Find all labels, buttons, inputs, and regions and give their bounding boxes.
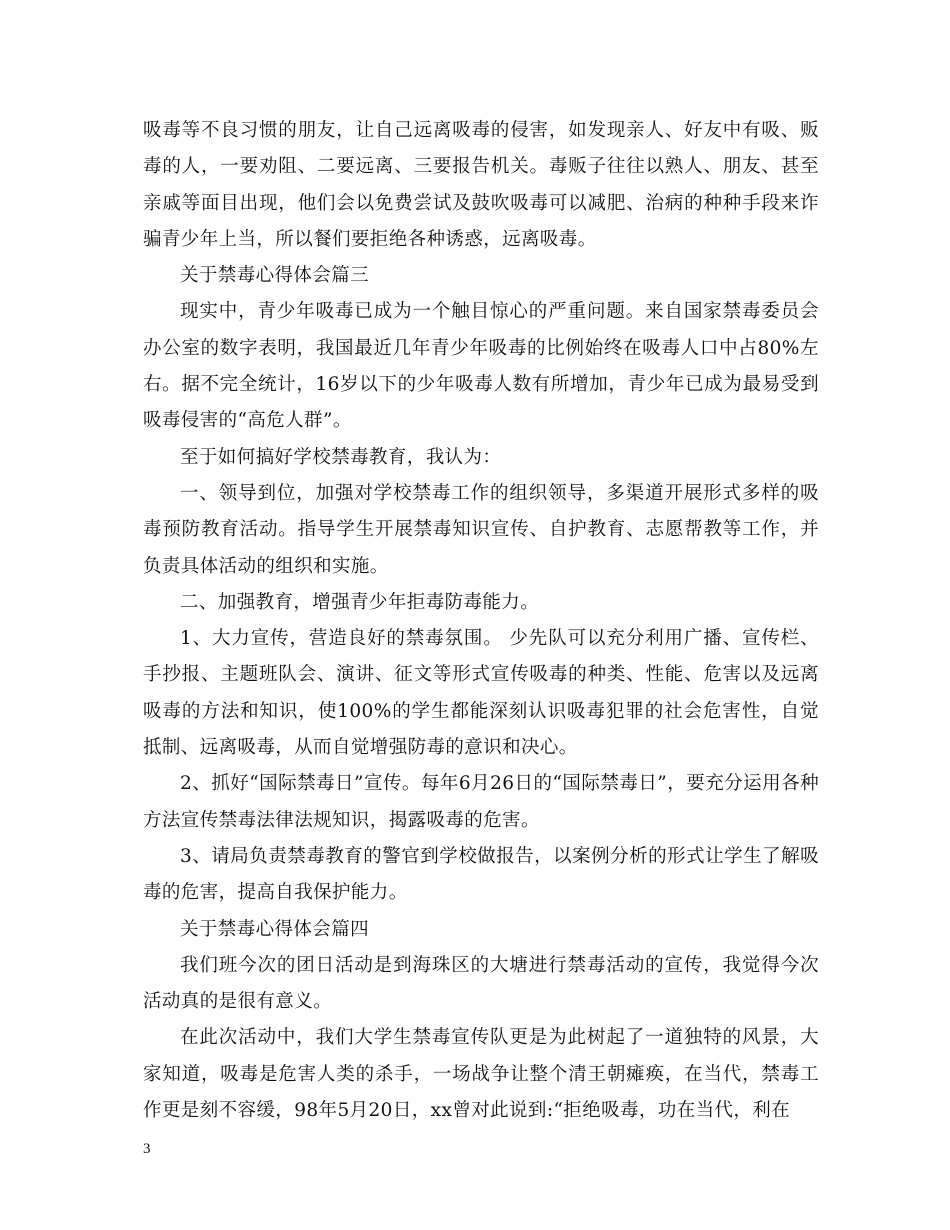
document-body	[143, 113, 819, 1129]
section-heading: 关于禁毒心得体会篇四	[180, 918, 370, 940]
paragraph: 1、大力宣传，营造良好的禁毒氛围。 少先队可以充分利用广播、宣传栏、手抄报、主题班队会、演讲、征文等形式宣传吸毒的种类、性能、危害以及远离吸毒的方法和知识，使100%的学生都能深刻认识吸毒犯罪的社会危害性，自觉抵制、远离吸毒，从而自觉增强防毒的意识和决心。	[143, 628, 819, 759]
paragraph: 3、请局负责禁毒教育的警官到学校做报告，以案例分析的形式让学生了解吸毒的危害，提高自我保护能力。	[143, 845, 819, 904]
paragraph: 2、抓好“国际禁毒日”宣传。每年6月26日的“国际禁毒日”，要充分运用各种方法宣传禁毒法律法规知识，揭露吸毒的危害。	[143, 773, 819, 831]
paragraph: 现实中，青少年吸毒已成为一个触目惊心的严重问题。来自国家禁毒委员会办公室的数字表明，我国最近几年青少年吸毒的比例始终在吸毒人口中占80%左右。据不完全统计，16岁以下的少年吸毒人数有所增加，青少年已成为最易受到吸毒侵害的“高危人群”。	[143, 301, 819, 432]
page-number: 3	[143, 1141, 151, 1157]
paragraph: 一、领导到位，加强对学校禁毒工作的组织领导，多渠道开展形式多样的吸毒预防教育活动。指导学生开展禁毒知识宣传、自护教育、志愿帮教等工作，并负责具体活动的组织和实施。	[143, 482, 819, 577]
paragraph: 我们班今次的团日活动是到海珠区的大塘进行禁毒活动的宣传，我觉得今次活动真的是很有意义。	[143, 954, 819, 1013]
paragraph: 二、加强教育，增强青少年拒毒防毒能力。	[180, 591, 540, 613]
section-heading: 关于禁毒心得体会篇三	[180, 265, 370, 287]
paragraph: 在此次活动中，我们大学生禁毒宣传队更是为此树起了一道独特的风景，大家知道，吸毒是危害人类的杀手，一场战争让整个清王朝瘫痪，在当代，禁毒工作更是刻不容缓，98年5月20日，xx曾对此说到:“拒绝吸毒，功在当代，利在	[143, 1027, 819, 1122]
paragraph: 吸毒等不良习惯的朋友，让自己远离吸毒的侵害，如发现亲人、好友中有吸、贩毒的人，一要劝阻、二要远离、三要报告机关。毒贩子往往以熟人、朋友、甚至亲戚等面目出现，他们会以免费尝试及鼓吹吸毒可以减肥、治病的种种手段来诈骗青少年上当，所以餐们要拒绝各种诱惑，远离吸毒。	[143, 120, 819, 250]
paragraph: 至于如何搞好学校禁毒教育，我认为：	[180, 446, 502, 468]
